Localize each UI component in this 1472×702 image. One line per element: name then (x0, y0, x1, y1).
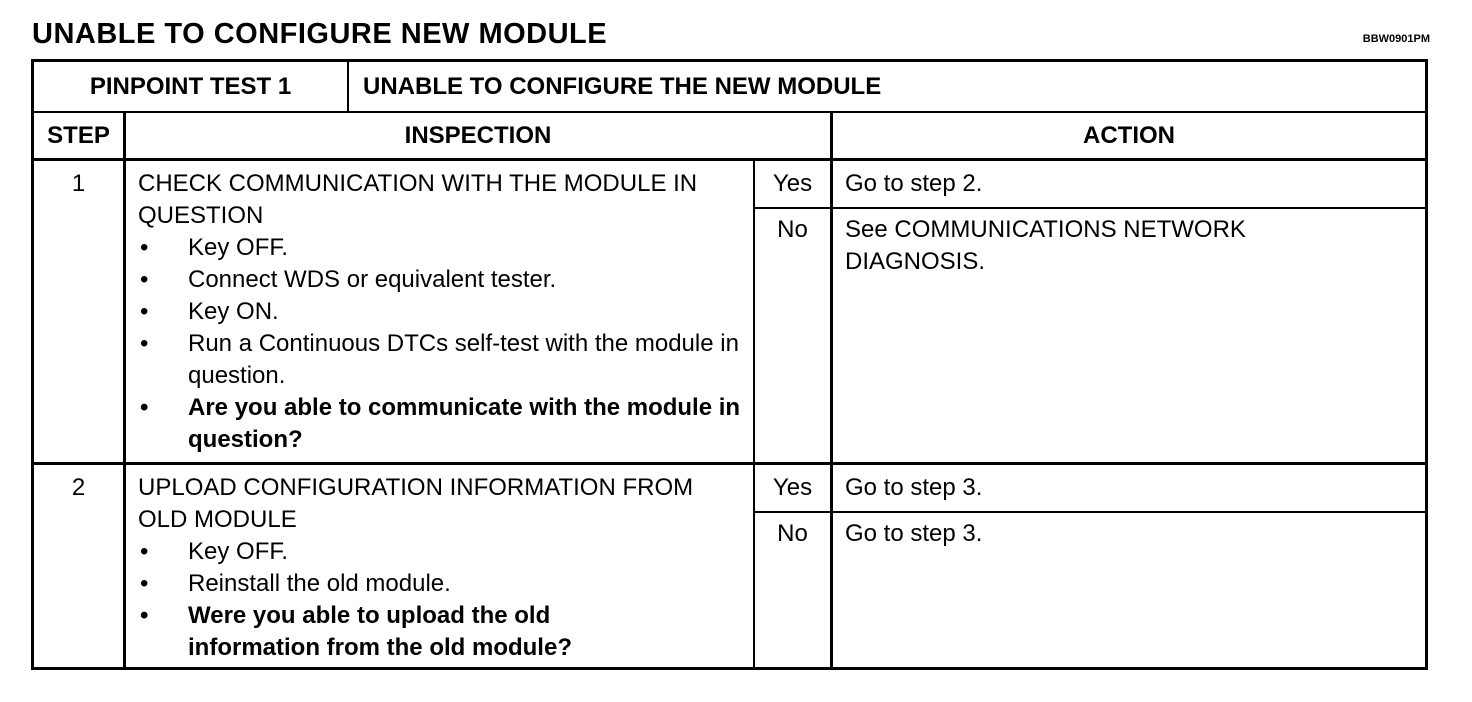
no-label: No (777, 216, 808, 243)
step-number: 2 (71, 474, 86, 501)
yes-action: Go to step 3. (845, 474, 983, 501)
yes-label: Yes (772, 474, 813, 501)
divider (753, 511, 1425, 513)
yes-label: Yes (772, 170, 813, 197)
step-1-inspection (138, 168, 748, 456)
divider (123, 113, 126, 667)
document-title: UNABLE TO CONFIGURE NEW MODULE (32, 18, 608, 50)
yes-action: Go to step 2. (845, 170, 983, 197)
divider (34, 462, 1425, 465)
divider (347, 62, 349, 112)
question-item: • Are you able to communicate with the module in question? (140, 394, 741, 453)
no-action: See COMMUNICATIONS NETWORK DIAGNOSIS. (845, 216, 1246, 275)
instruction-item: • Key OFF. (138, 536, 748, 568)
no-label: No (777, 520, 808, 547)
instruction-item: • Connect WDS or equivalent tester. (138, 264, 748, 296)
column-header-step: STEP (47, 122, 110, 149)
bullet-icon: • (140, 266, 149, 293)
column-header-inspection: INSPECTION (404, 122, 552, 149)
bullet-icon: • (140, 234, 149, 261)
divider (830, 113, 833, 667)
instruction-item: • Reinstall the old module. (138, 568, 748, 600)
instruction-list (138, 536, 748, 664)
column-header-action: ACTION (1083, 122, 1175, 149)
bullet-icon: • (140, 602, 149, 629)
bullet-icon: • (140, 570, 149, 597)
bullet-icon: • (140, 330, 149, 357)
no-action: Go to step 3. (845, 520, 983, 547)
pinpoint-test-label: PINPOINT TEST 1 (89, 73, 292, 100)
instruction-list (138, 232, 748, 456)
question-item: • Were you able to upload the old information from the old module? (140, 602, 572, 661)
step-heading: UPLOAD CONFIGURATION INFORMATION FROM OLD MODULE (138, 474, 694, 533)
bullet-icon: • (140, 538, 149, 565)
divider (34, 158, 1425, 161)
instruction-item: • Key OFF. (138, 232, 748, 264)
step-2-inspection (138, 472, 748, 664)
divider (753, 207, 1425, 209)
pinpoint-test-title: UNABLE TO CONFIGURE THE NEW MODULE (363, 73, 882, 100)
pinpoint-test-table (31, 59, 1428, 670)
bullet-icon: • (140, 298, 149, 325)
instruction-item: • Run a Continuous DTCs self-test with the module in question. (140, 330, 739, 389)
bullet-icon: • (140, 394, 149, 421)
document-code: BBW0901PM (1362, 33, 1430, 45)
step-heading: CHECK COMMUNICATION WITH THE MODULE IN QUESTION (138, 170, 698, 229)
instruction-item: • Key ON. (138, 296, 748, 328)
step-number: 1 (71, 170, 86, 197)
